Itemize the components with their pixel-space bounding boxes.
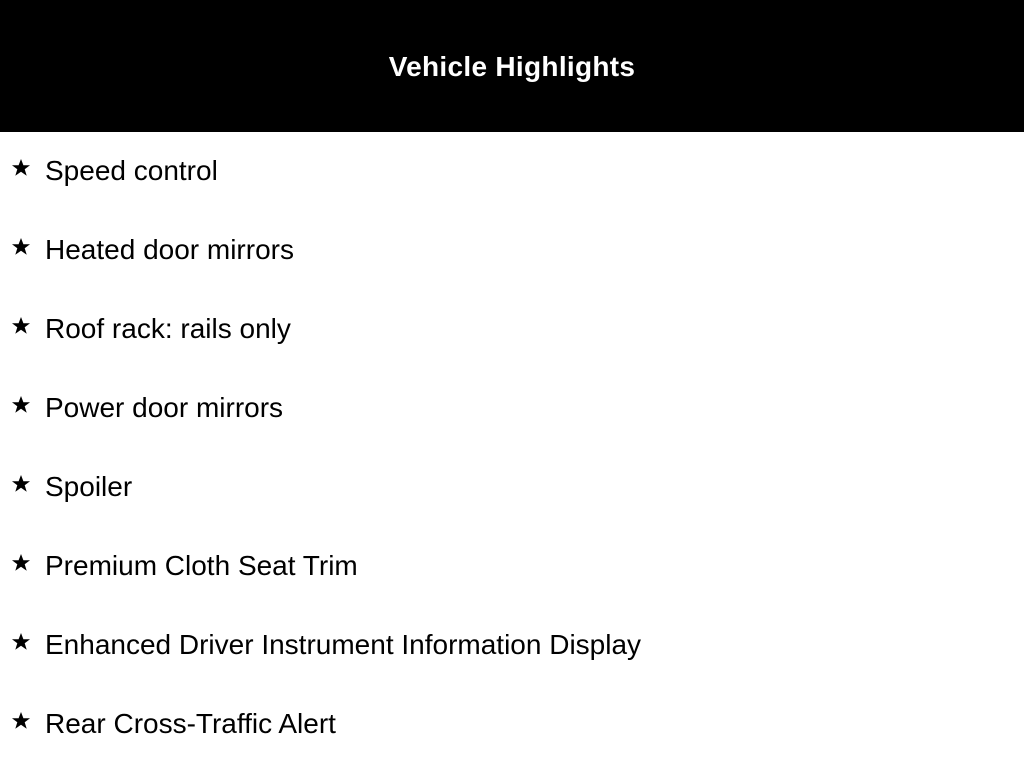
list-item-label: Power door mirrors (45, 392, 284, 423)
header-bar (0, 0, 1024, 132)
star-icon (11, 316, 31, 336)
list-item-label: Roof rack: rails only (45, 313, 291, 344)
list-item (0, 369, 1024, 448)
list-item-label: Spoiler (45, 471, 133, 502)
star-icon (11, 237, 31, 257)
star-icon (11, 711, 31, 731)
star-icon (11, 474, 31, 494)
star-icon (11, 632, 31, 652)
list-item (0, 685, 1024, 764)
list-item-label: Speed control (45, 155, 218, 186)
list-item (0, 132, 1024, 211)
list-item (0, 606, 1024, 685)
list-item-label: Enhanced Driver Instrument Information Display (45, 629, 642, 660)
list-item-label: Heated door mirrors (45, 234, 294, 265)
star-icon (11, 158, 31, 178)
list-item (0, 211, 1024, 290)
page-title: Vehicle Highlights (388, 51, 636, 82)
star-icon (11, 395, 31, 415)
list-item-label: Premium Cloth Seat Trim (45, 550, 358, 581)
list-item (0, 448, 1024, 527)
list-item (0, 290, 1024, 369)
highlights-list (0, 132, 1024, 764)
list-item-label: Rear Cross-Traffic Alert (45, 708, 336, 739)
star-icon (11, 553, 31, 573)
list-item (0, 527, 1024, 606)
